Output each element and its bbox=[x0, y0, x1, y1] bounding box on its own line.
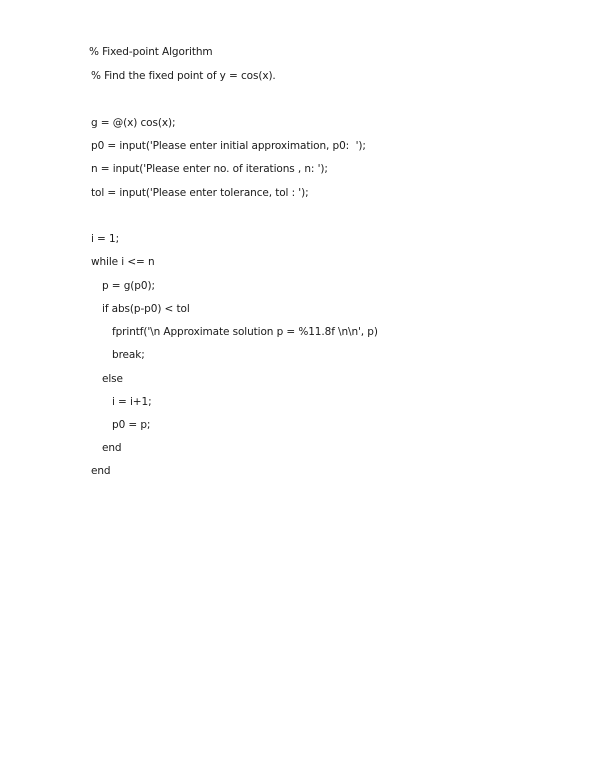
comment-line-title: % Fixed-point Algorithm bbox=[89, 46, 213, 58]
code-line-p-assign: p = g(p0); bbox=[102, 280, 155, 292]
code-line-i-increment: i = i+1; bbox=[112, 396, 152, 408]
comment-line-description: % Find the fixed point of y = cos(x). bbox=[91, 70, 276, 82]
code-line-g-definition: g = @(x) cos(x); bbox=[91, 117, 176, 129]
code-line-if: if abs(p-p0) < tol bbox=[102, 303, 190, 315]
code-line-i-init: i = 1; bbox=[91, 233, 120, 245]
code-line-end-while: end bbox=[91, 465, 111, 477]
code-line-end-if: end bbox=[102, 442, 122, 454]
code-line-else: else bbox=[102, 373, 123, 385]
code-line-tol-input: tol = input('Please enter tolerance, tol : '); bbox=[91, 187, 309, 199]
code-line-break: break; bbox=[112, 349, 145, 361]
code-line-while: while i <= n bbox=[91, 256, 155, 268]
code-line-fprintf: fprintf('\n Approximate solution p = %11.8f \n\n', p) bbox=[112, 326, 378, 338]
code-line-p0-input: p0 = input('Please enter initial approximation, p0: '); bbox=[91, 140, 366, 152]
code-line-p0-assign: p0 = p; bbox=[112, 419, 151, 431]
code-line-n-input: n = input('Please enter no. of iterations , n: '); bbox=[91, 163, 328, 175]
